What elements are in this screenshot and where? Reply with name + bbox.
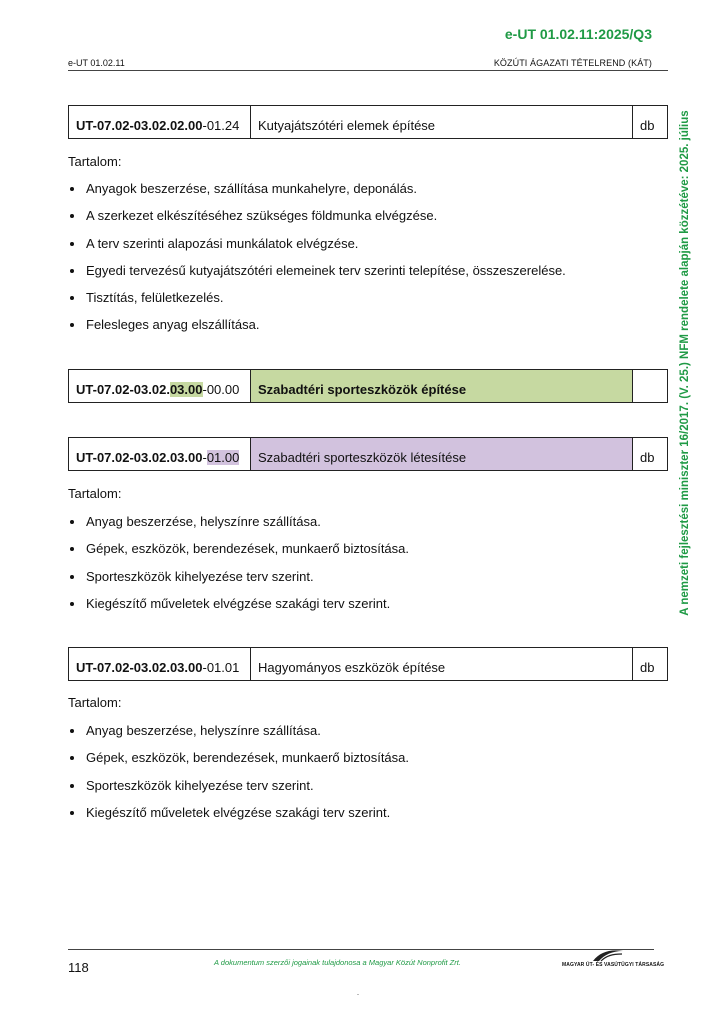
- doc-code: e-UT 01.02.11:2025/Q3: [504, 26, 652, 42]
- list-item: Gépek, eszközök, berendezések, munkaerő biztosítása.: [68, 750, 409, 777]
- item-table-szabadteri-sporteszkozok: [68, 369, 668, 403]
- item-code-bold: UT-07.02-03.02.03.00: [76, 450, 203, 465]
- item-code-dash: -: [202, 450, 207, 465]
- content-label: Tartalom:: [68, 695, 122, 710]
- item-unit: db: [640, 450, 655, 465]
- item-code: [69, 438, 251, 470]
- list-item: Egyedi tervezésű kutyajátszótéri elemeinek terv szerinti telepítése, összeszerelése.: [68, 263, 566, 290]
- bullet-list: [68, 723, 409, 832]
- item-code-bold: UT-07.02-03.02.03.00: [76, 660, 203, 675]
- list-item: Kiegészítő műveletek elvégzése szakági terv szerint.: [68, 596, 409, 623]
- item-name: Szabadtéri sporteszközök építése: [251, 370, 633, 402]
- side-publication-note: A nemzeti fejlesztési miniszter 16/2017. (V. 25.) NFM rendelete alapján közzétéve: 2025. július: [679, 110, 691, 616]
- item-unit: db: [640, 118, 655, 133]
- item-code-highlight: 01.00: [206, 450, 240, 465]
- list-item: A szerkezet elkészítéséhez szükséges földmunka elvégzése.: [68, 208, 566, 235]
- item-code-suffix: -01.01: [202, 660, 240, 675]
- list-item: Gépek, eszközök, berendezések, munkaerő biztosítása.: [68, 541, 409, 568]
- content-label: Tartalom:: [68, 154, 122, 169]
- company-logo: [562, 948, 665, 972]
- logo-text: MAGYAR ÚT- ÉS VASÚTÜGYI TÁRSASÁG: [562, 962, 665, 968]
- item-unit: db: [640, 660, 655, 675]
- item-code-suffix: -01.24: [202, 118, 240, 133]
- content-label: Tartalom:: [68, 486, 122, 501]
- list-item: Kiegészítő műveletek elvégzése szakági terv szerint.: [68, 805, 409, 832]
- list-item: Felesleges anyag elszállítása.: [68, 317, 566, 344]
- list-item: Sporteszközök kihelyezése terv szerint.: [68, 778, 409, 805]
- item-code: [69, 370, 251, 402]
- bullet-list: [68, 514, 409, 623]
- item-code: [69, 648, 251, 680]
- item-code-bold: UT-07.02-03.02.: [76, 382, 170, 397]
- item-code: [69, 106, 251, 138]
- item-table-kutyajatszoter: [68, 105, 668, 139]
- stray-mark: [357, 994, 359, 995]
- item-unit: [633, 370, 667, 402]
- list-item: Tisztítás, felületkezelés.: [68, 290, 566, 317]
- item-code-highlight: 03.00: [169, 382, 203, 397]
- header-divider: [68, 70, 668, 71]
- list-item: Anyag beszerzése, helyszínre szállítása.: [68, 723, 409, 750]
- page-number: 118: [68, 960, 89, 975]
- list-item: Sporteszközök kihelyezése terv szerint.: [68, 569, 409, 596]
- item-name: Hagyományos eszközök építése: [251, 648, 633, 680]
- header-right: KÖZÚTI ÁGAZATI TÉTELREND (KÁT): [493, 58, 652, 68]
- item-code-bold: UT-07.02-03.02.02.00: [76, 118, 203, 133]
- item-table-sporteszkozok-letesitese: [68, 437, 668, 471]
- list-item: A terv szerinti alapozási munkálatok elvégzése.: [68, 236, 566, 263]
- road-swoosh-icon: [592, 948, 624, 962]
- list-item: Anyagok beszerzése, szállítása munkahelyre, deponálás.: [68, 181, 566, 208]
- item-table-hagyomanyos-eszkozok: [68, 647, 668, 681]
- list-item: Anyag beszerzése, helyszínre szállítása.: [68, 514, 409, 541]
- item-code-suffix: -00.00: [202, 382, 240, 397]
- item-name: Kutyajátszótéri elemek építése: [251, 106, 633, 138]
- header-left: e-UT 01.02.11: [68, 58, 125, 68]
- bullet-list: [68, 181, 566, 345]
- copyright-note: A dokumentum szerzői jogainak tulajdonosa a Magyar Közút Nonprofit Zrt.: [214, 958, 461, 967]
- item-name: Szabadtéri sporteszközök létesítése: [251, 438, 633, 470]
